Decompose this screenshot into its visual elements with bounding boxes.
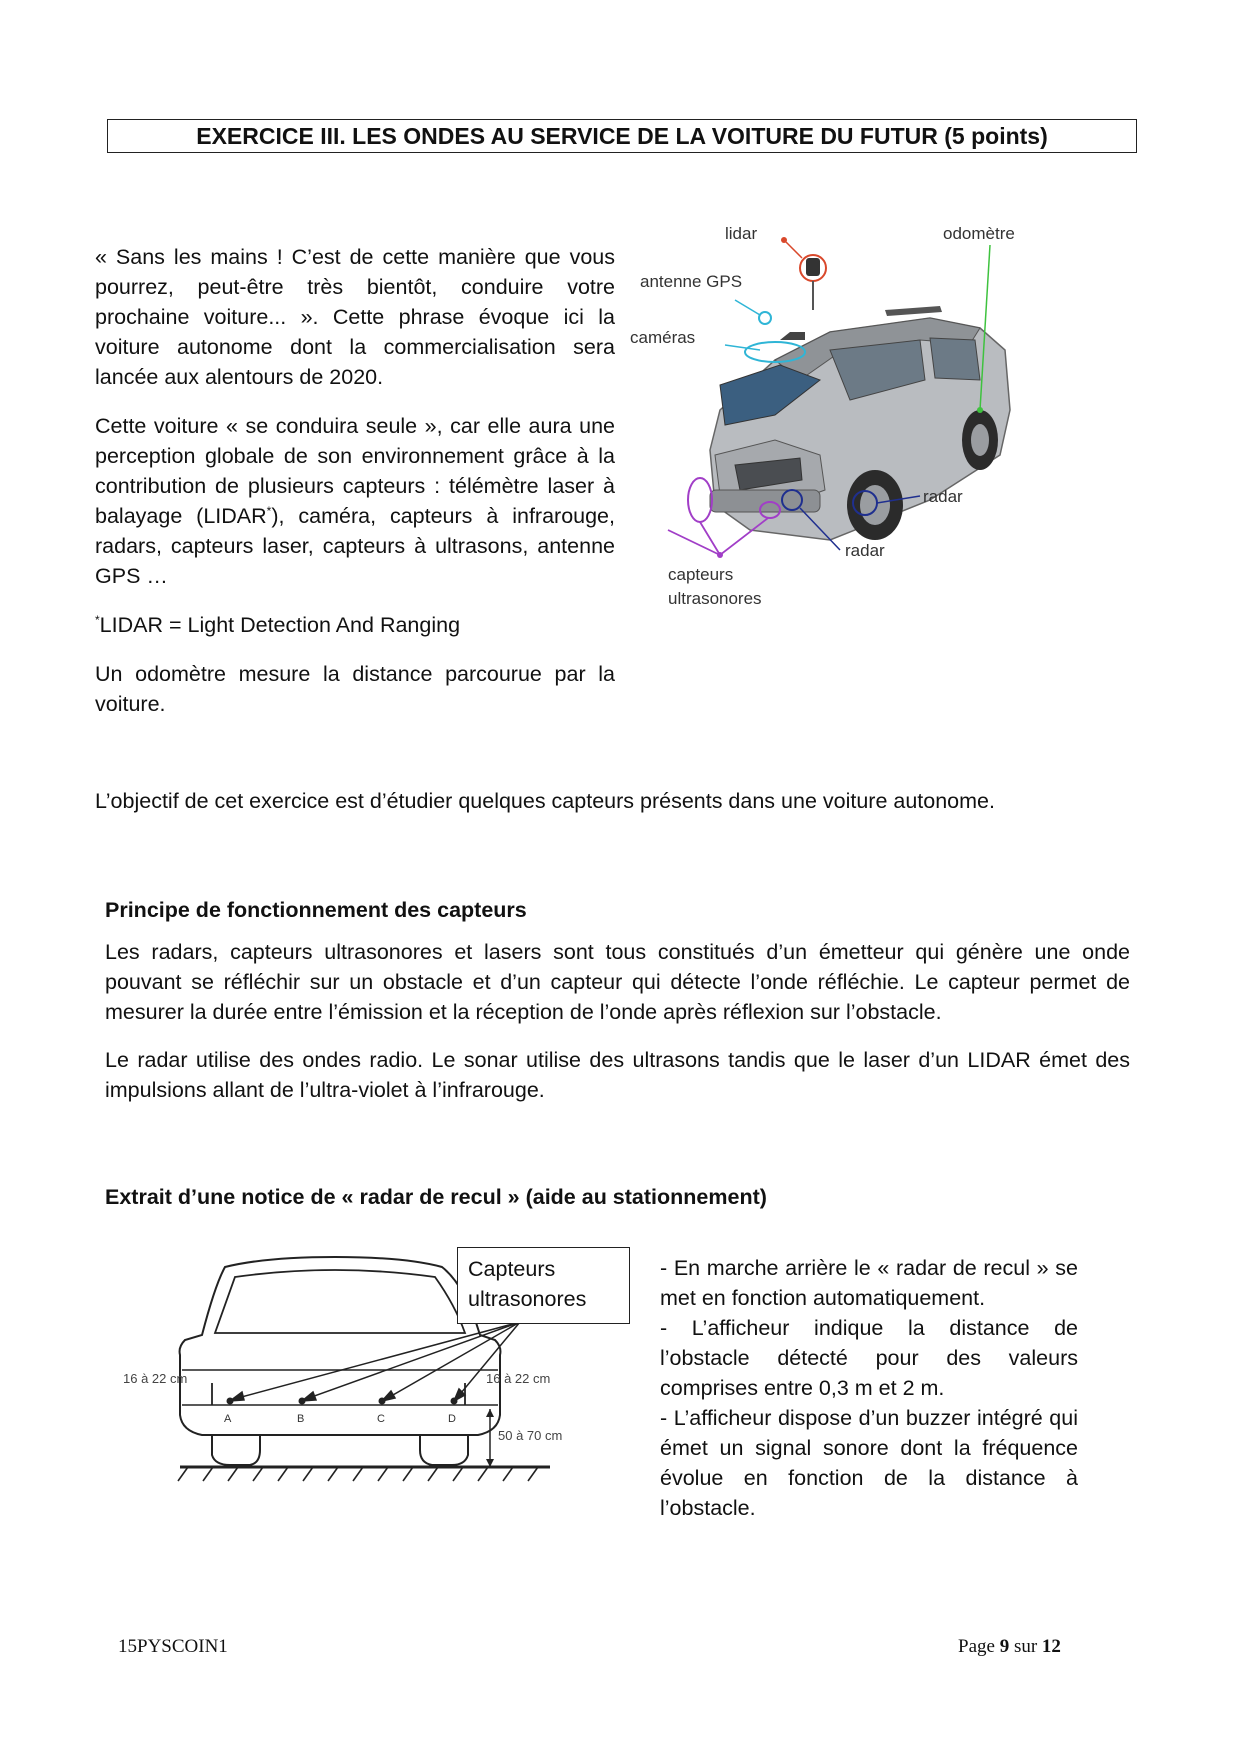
footnote-text: LIDAR = Light Detection And Ranging xyxy=(99,613,461,637)
dim-left-label: 16 à 22 cm xyxy=(123,1371,188,1386)
dim-right-label: 16 à 22 cm xyxy=(486,1371,551,1386)
footer-sur-word: sur xyxy=(1013,1636,1038,1657)
principle-paragraph-2: Le radar utilise des ondes radio. Le sonar utilise des ultrasons tandis que le laser d’un LIDAR émet des impulsions allant de l’ultra-violet à l’infrarouge. xyxy=(105,1048,1130,1102)
sensor-a-label: A xyxy=(224,1413,232,1425)
footnote-mark: * xyxy=(95,612,100,627)
footnote xyxy=(95,610,615,640)
notice-item-3: - L’afficheur dispose d’un buzzer intégré qui émet un signal sonore dont la fréquence évolue en fonction de la distance à l’obstacle. xyxy=(660,1406,1078,1520)
sensor-c-label: C xyxy=(377,1413,385,1425)
label-radar-side: radar xyxy=(923,487,963,506)
extract-heading: Extrait d’une notice de « radar de recul » (aide au stationnement) xyxy=(105,1185,767,1209)
principle-block xyxy=(105,937,1130,1123)
capteurs-ultrasonores-box xyxy=(457,1247,630,1324)
capt-box-line-2: ultrasonores xyxy=(468,1287,587,1311)
exercise-title: EXERCICE III. LES ONDES AU SERVICE DE LA VOITURE DU FUTUR (5 points) xyxy=(107,119,1137,153)
label-lidar: lidar xyxy=(725,224,758,243)
car-illustration xyxy=(710,306,1010,540)
capt-box-line-1: Capteurs xyxy=(468,1257,556,1281)
notice-text xyxy=(660,1253,1078,1523)
footer-page-word: Page xyxy=(958,1636,995,1657)
sensor-b-label: B xyxy=(297,1413,305,1425)
label-radar-front: radar xyxy=(845,541,885,560)
intro-p2-text-a: Cette voiture « se conduira seule », car elle aura une perception globale de son environnement grâce à la contribution de plusieurs capteurs : télémètre laser à balayage (LIDAR xyxy=(95,414,615,528)
label-odometre: odomètre xyxy=(943,224,1015,243)
footer-page-number xyxy=(958,1636,1061,1658)
intro-paragraph-odometre: Un odomètre mesure la distance parcourue par la voiture. xyxy=(95,662,615,716)
label-ultrasonores: ultrasonores xyxy=(668,589,762,608)
footer-page-total: 12 xyxy=(1041,1636,1061,1657)
sensor-d-label: D xyxy=(448,1413,456,1425)
autonomous-car-figure xyxy=(630,224,1040,620)
principle-paragraph-1: Les radars, capteurs ultrasonores et lasers sont tous constitués d’un émetteur qui génère une onde pouvant se réfléchir sur un obstacle et d’un capteur qui détecte l’onde réfléchie. Le capteur permet de mesurer la durée entre l’émission et la réception de l’onde après réflexion sur l’obstacle. xyxy=(105,940,1130,1024)
objective-text: L’objectif de cet exercice est d’étudier quelques capteurs présents dans une voiture autonome. xyxy=(95,789,995,813)
intro-text-block xyxy=(95,242,615,738)
notice-item-1: - En marche arrière le « radar de recul » se met en fonction automatiquement. xyxy=(660,1256,1078,1310)
notice-item-2: - L’afficheur indique la distance de l’obstacle détecté pour des valeurs comprises entre 0,3 m et 2 m. xyxy=(660,1316,1078,1400)
dim-height-label: 50 à 70 cm xyxy=(498,1428,563,1443)
footer-code: 15PYSCOIN1 xyxy=(118,1636,228,1657)
label-antenne-gps: antenne GPS xyxy=(640,272,743,291)
intro-paragraph-2 xyxy=(95,411,615,591)
principle-heading: Principe de fonctionnement des capteurs xyxy=(105,898,527,922)
label-capteurs: capteurs xyxy=(668,565,734,584)
footer-page-current: 9 xyxy=(999,1636,1010,1657)
intro-p2-text-b: ), caméra, capteurs à infrarouge, radars, capteurs laser, capteurs à ultrasons, antenne GPS … xyxy=(95,504,615,588)
intro-paragraph-1: « Sans les mains ! C’est de cette manière que vous pourrez, peut-être très bientôt, conduire votre prochaine voiture... ». Cette phrase évoque ici la voiture autonome dont la commercialisation sera lancée aux alentours de 2020. xyxy=(95,245,615,389)
label-cameras: caméras xyxy=(630,328,696,347)
footnote-marker: * xyxy=(266,503,272,518)
